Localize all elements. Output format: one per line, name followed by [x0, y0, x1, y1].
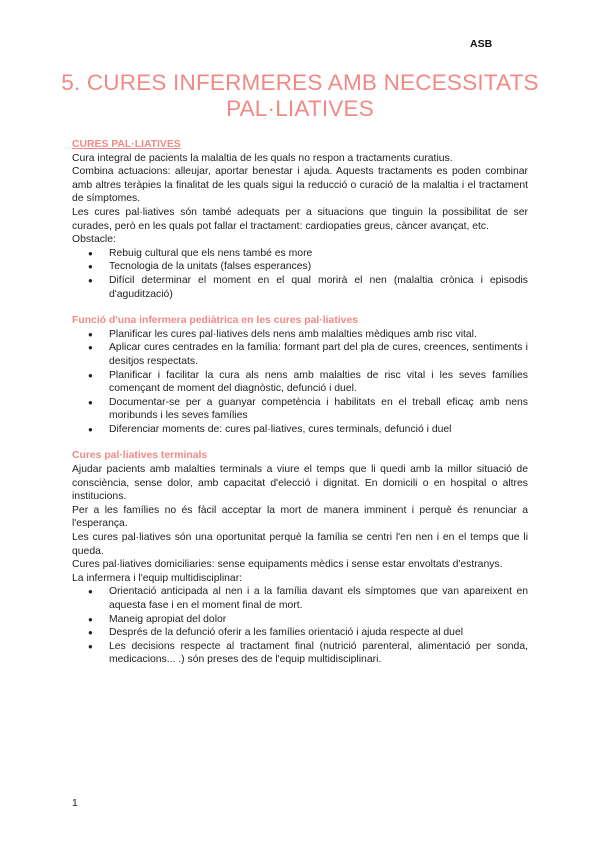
list-item: ● Planificar i facilitar la cura als nens amb malalties de risc vital i les seves famílies començant de moment del diagnòstic, defunció i duel. — [72, 369, 528, 396]
bullet-list — [72, 585, 528, 667]
list-item: ● Després de la defunció oferir a les famílies orientació i ajuda respecte al duel — [72, 626, 528, 640]
paragraph: La infermera i l'equip multidisciplinar: — [72, 572, 243, 584]
paragraph: Les cures pal·liatives són una oportunitat perquè la família se centri l'en nen i en el temps que li queda. — [72, 532, 528, 557]
document-body — [72, 138, 528, 667]
paragraph: Ajudar pacients amb malalties terminals a viure el temps que li quedi amb la millor situació de consciència, sense dolor, amb capacitat d'elecció i dignitat. En domicili o en hospital o altres institucions. — [72, 464, 528, 503]
bullet-list — [72, 247, 528, 301]
page-title: 5. CURES INFERMERES AMB NECESSITATS PAL·LIATIVES — [61, 70, 539, 121]
list-item: ● Diferenciar moments de: cures pal·liatives, cures terminals, defunció i duel — [72, 423, 528, 437]
list-item: ● Aplicar cures centrades en la família: formant part del pla de cures, creences, sentiments i desitjos respectats. — [72, 341, 528, 368]
list-item: ● Difícil determinar el moment en el qual morirà el nen (malaltia crònica i episodis d'agudització) — [72, 274, 528, 301]
list-item: ● Les decisions respecte al tractament final (nutrició parenteral, alimentació per sonda, medicacions... .) són preses des de l'equip multidisciplinari. — [72, 640, 528, 667]
section-heading: Funció d'una infermera pediàtrica en les cures pal·liatives — [72, 315, 359, 327]
list-item: ● Tecnologia de la unitats (falses esperances) — [72, 260, 528, 274]
paragraph: Cura integral de pacients la malaltia de les quals no respon a tractaments curatius. — [72, 152, 453, 164]
paragraph: Combina actuacions: alleujar, aportar benestar i ajuda. Aquests tractaments es poden combinar amb altres teràpies la finalitat de les quals sigui la reducció o curació de la malaltia i el tractament de símptomes. — [72, 166, 528, 205]
list-item: ● Maneig apropiat del dolor — [72, 613, 528, 627]
bullet-list — [72, 328, 528, 437]
section-heading: Cures pal·liatives terminals — [72, 450, 208, 462]
section-cures-palliatives — [72, 138, 528, 301]
paragraph: Les cures pal·liatives són també adequats per a situacions que tinguin la possibilitat de ser curades, però en les quals pot fallar el tractament: cardiopaties greus, càncer avançat, etc. — [72, 206, 528, 232]
list-item: ● Documentar-se per a guanyar competència i habilitats en el treball eficaç amb nens moribunds i les seves famílies — [72, 396, 528, 423]
list-item: ● Planificar les cures pal·liatives dels nens amb malalties mèdiques amb risc vital. — [72, 328, 528, 342]
paragraph: Obstacle: — [72, 234, 116, 246]
list-item: ● Rebuig cultural que els nens també es more — [72, 247, 528, 261]
page-number: 1 — [72, 798, 78, 809]
list-item: ● Orientació anticipada al nen i a la família davant els símptomes que van apareixent en aquesta fase i en el moment final de mort. — [72, 585, 528, 612]
header-tag: ASB — [470, 38, 493, 50]
section-funcio-infermera — [72, 314, 528, 436]
paragraph: Cures pal·liatives domiciliaries: sense equipaments mèdics i sense estar envoltats d'estranys. — [72, 559, 503, 571]
section-cures-terminals — [72, 449, 528, 667]
section-heading: CURES PAL·LIATIVES — [72, 139, 181, 150]
paragraph: Per a les famílies no és fàcil acceptar la mort de manera imminent i perquè és renunciar a l'esperança. — [72, 504, 528, 530]
